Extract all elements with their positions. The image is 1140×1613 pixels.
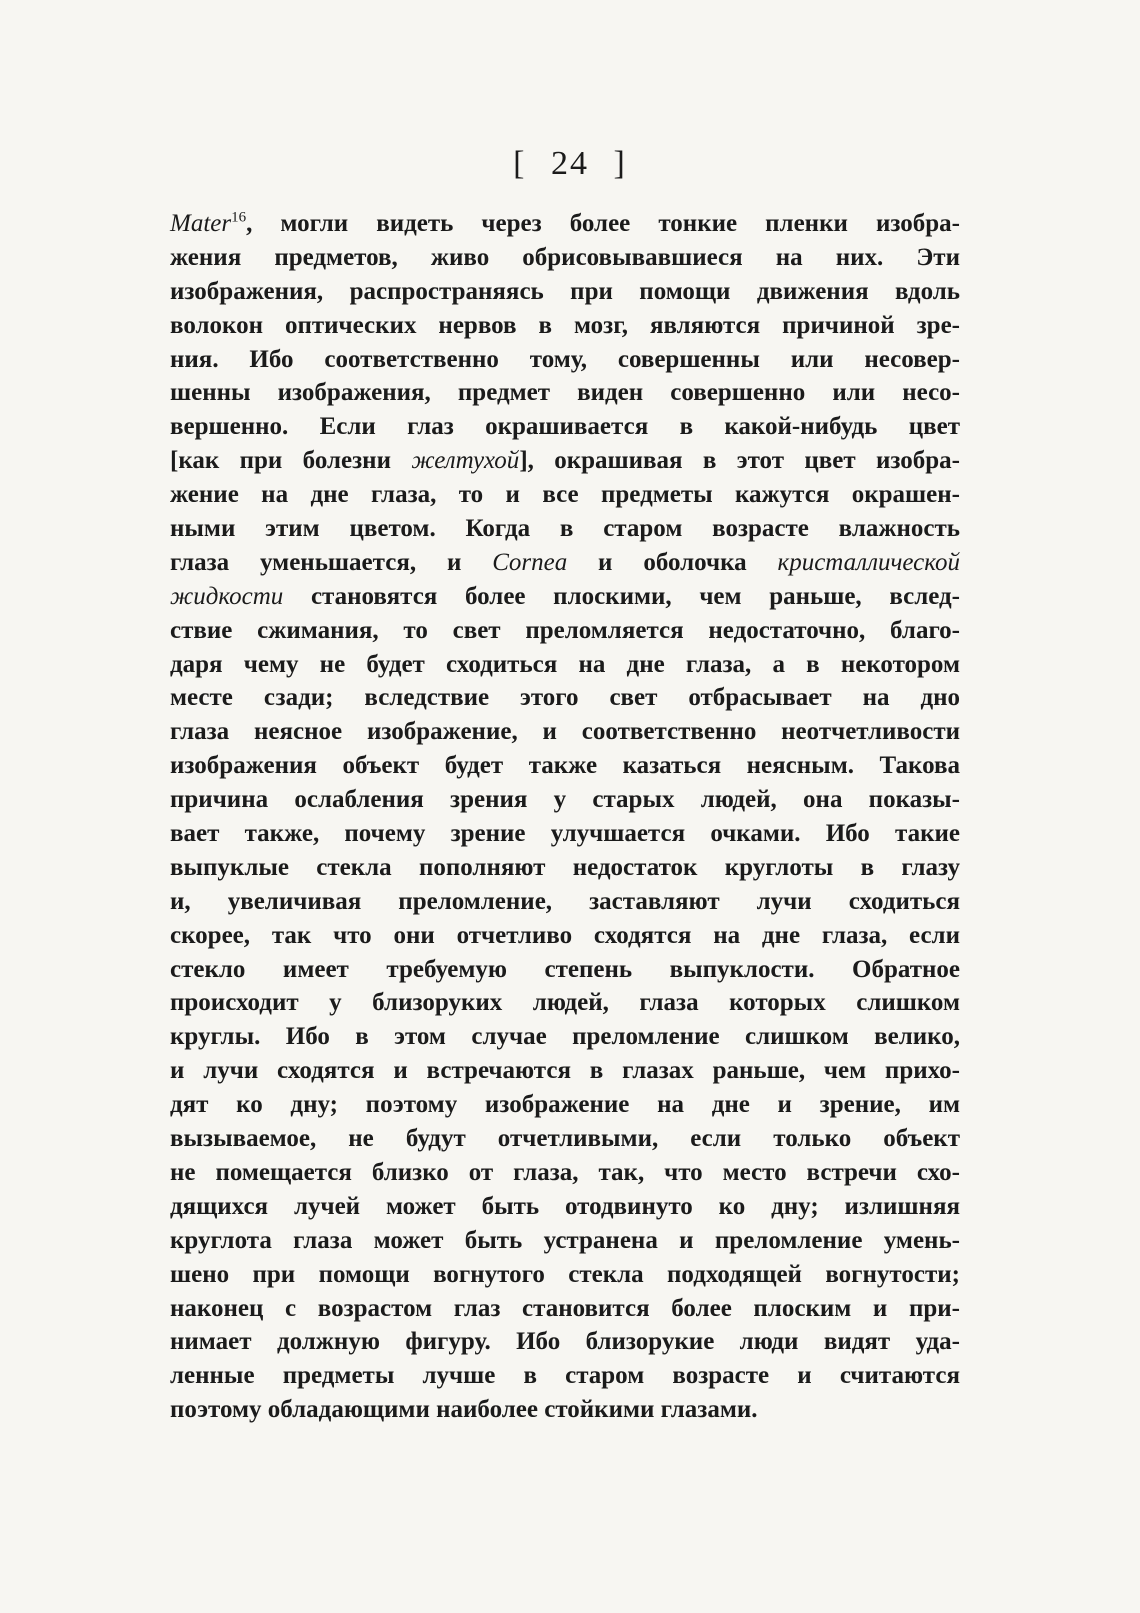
italic-term: желтухой	[411, 447, 520, 475]
text-segment: месте сзади; вследствие этого свет отбрасывает на дно	[170, 684, 960, 712]
text-line	[170, 1224, 960, 1258]
text-segment: и лучи сходятся и встречаются в глазах раньше, чем прихо-	[170, 1057, 960, 1085]
text-line	[170, 410, 960, 444]
text-segment: жения предметов, живо обрисовывавшиеся на них. Эти	[170, 243, 960, 271]
text-line	[170, 1190, 960, 1224]
text-line	[170, 1258, 960, 1292]
text-segment: ными этим цветом. Когда в старом возрасте влажность	[170, 515, 960, 543]
italic-term: кристаллической	[777, 548, 960, 576]
footnote-ref: 16	[231, 209, 247, 226]
text-segment: глаза неясное изображение, и соответственно неотчетливости	[170, 718, 960, 746]
text-segment: стекло имеет требуемую степень выпуклости. Обратное	[170, 955, 960, 983]
text-segment: , могли видеть через более тонкие пленки изобра-	[246, 210, 960, 237]
text-line	[170, 851, 960, 885]
text-line	[170, 580, 960, 614]
italic-term: жидкости	[170, 582, 284, 610]
text-line	[170, 478, 960, 512]
text-line	[170, 885, 960, 919]
text-segment: нимает должную фигуру. Ибо близорукие люди видят уда-	[170, 1328, 960, 1356]
text-segment: ствие сжимания, то свет преломляется недостаточно, благо-	[170, 616, 960, 644]
text-segment: и оболочка	[567, 548, 778, 576]
text-line	[170, 783, 960, 817]
text-line	[170, 953, 960, 987]
text-segment: скорее, так что они отчетливо сходятся на дне глаза, если	[170, 921, 960, 949]
text-line	[170, 749, 960, 783]
text-segment: волокон оптических нервов в мозг, являются причиной зре-	[170, 311, 960, 339]
body-text	[170, 207, 960, 1427]
text-segment: жение на дне глаза, то и все предметы кажутся окрашен-	[170, 481, 960, 509]
text-line	[170, 681, 960, 715]
text-segment: наконец с возрастом глаз становится более плоским и при-	[170, 1294, 960, 1322]
text-line	[170, 919, 960, 953]
text-segment: ленные предметы лучше в старом возрасте и считаются	[170, 1362, 960, 1390]
text-line	[170, 614, 960, 648]
text-line	[170, 1359, 960, 1393]
italic-term: Cornea	[492, 548, 568, 576]
text-segment: дящихся лучей может быть отодвинуто ко дну; излишняя	[170, 1192, 960, 1220]
text-line	[170, 986, 960, 1020]
text-segment: становятся более плоскими, чем раньше, вслед-	[283, 582, 960, 610]
text-segment: вает также, почему зрение улучшается очками. Ибо такие	[170, 820, 960, 848]
text-segment: причина ослабления зрения у старых людей, она показы-	[170, 786, 960, 814]
text-segment: глаза уменьшается, и	[170, 548, 493, 576]
text-line	[170, 512, 960, 546]
text-segment: и, увеличивая преломление, заставляют лучи сходиться	[170, 887, 960, 915]
text-segment: изображения объект будет также казаться неясным. Такова	[170, 752, 960, 780]
text-segment: дят ко дну; поэтому изображение на дне и зрение, им	[170, 1091, 960, 1119]
text-segment: даря чему не будет сходиться на дне глаза, а в некотором	[170, 650, 960, 678]
text-segment: ния. Ибо соответственно тому, совершенны или несовер-	[170, 345, 960, 373]
text-line	[170, 444, 960, 478]
text-line	[170, 376, 960, 410]
text-segment: выпуклые стекла пополняют недостаток круглоты в глазу	[170, 853, 960, 881]
text-segment: круглы. Ибо в этом случае преломление слишком велико,	[170, 1023, 960, 1051]
text-line	[170, 1393, 960, 1427]
text-line	[170, 241, 960, 275]
text-line	[170, 1156, 960, 1190]
text-line	[170, 1122, 960, 1156]
text-segment: шено при помощи вогнутого стекла подходящей вогнутости;	[170, 1260, 960, 1288]
italic-term: Mater	[170, 210, 232, 237]
text-line	[170, 715, 960, 749]
page-number: [ 24 ]	[513, 145, 627, 182]
text-segment: [как при болезни	[170, 447, 412, 475]
text-segment: круглота глаза может быть устранена и преломление умень-	[170, 1226, 960, 1254]
text-line	[170, 1292, 960, 1326]
text-line	[170, 546, 960, 580]
text-segment: вызываемое, не будут отчетливыми, если только объект	[170, 1125, 960, 1153]
text-segment: шенны изображения, предмет виден совершенно или несо-	[170, 379, 960, 407]
text-line	[170, 343, 960, 377]
text-segment: вершенно. Если глаз окрашивается в какой-нибудь цвет	[170, 413, 960, 441]
text-segment: не помещается близко от глаза, так, что место встречи схо-	[170, 1158, 960, 1186]
text-line	[170, 309, 960, 343]
text-line	[170, 1054, 960, 1088]
text-line	[170, 1020, 960, 1054]
text-segment: происходит у близоруких людей, глаза которых слишком	[170, 989, 960, 1017]
text-segment: изображения, распространяясь при помощи движения вдоль	[170, 277, 960, 305]
text-segment: ], окрашивая в этот цвет изобра-	[519, 447, 960, 475]
text-line	[170, 207, 960, 241]
text-segment: поэтому обладающими наиболее стойкими глазами.	[170, 1396, 758, 1424]
text-line	[170, 648, 960, 682]
text-line	[170, 817, 960, 851]
text-line	[170, 1325, 960, 1359]
text-line	[170, 275, 960, 309]
text-line	[170, 1088, 960, 1122]
